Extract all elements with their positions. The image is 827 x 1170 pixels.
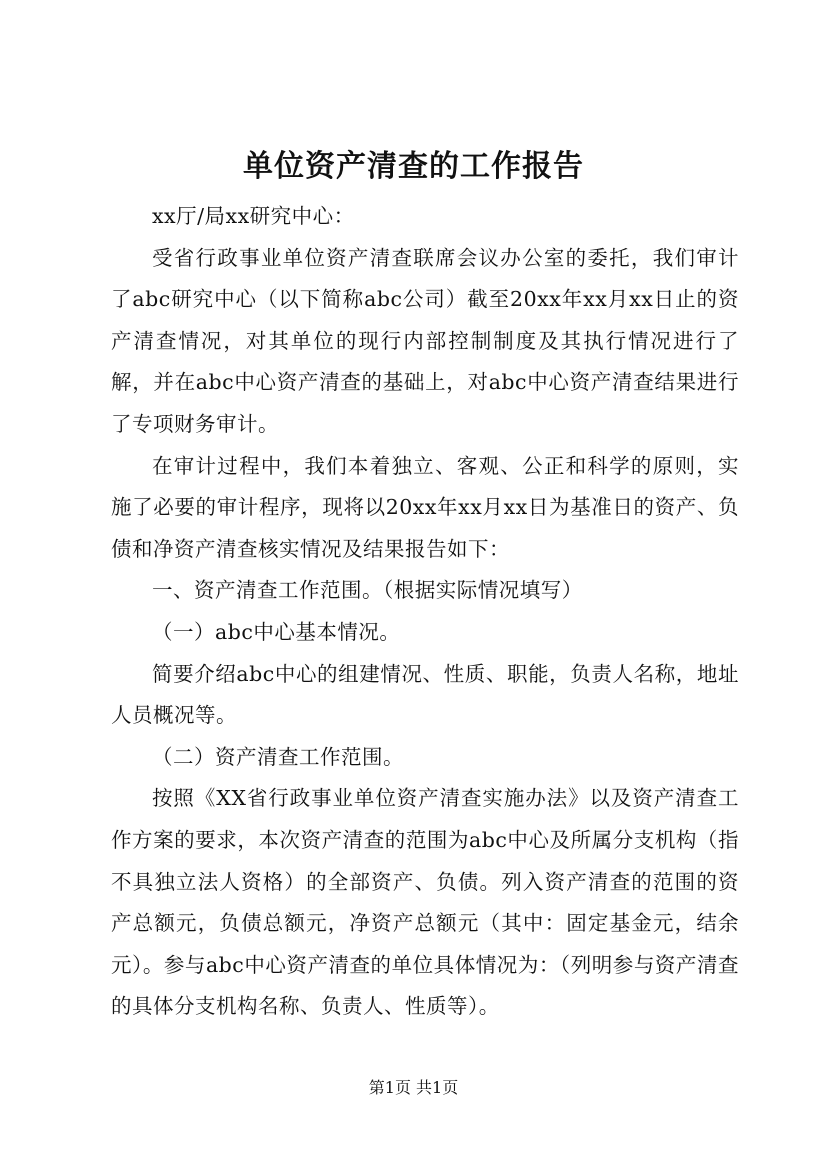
audit-process-paragraph: 在审计过程中，我们本着独立、客观、公正和科学的原则，实施了必要的审计程序，现将以20xx年xx月xx日为基准日的资产、负债和净资产清查核实情况及结果报告如下： [111, 453, 739, 561]
document-title: 单位资产清查的工作报告 [243, 149, 584, 184]
subsection-heading-basic-info: （一）abc中心基本情况。 [152, 619, 401, 644]
basic-info-paragraph: 简要介绍abc中心的组建情况、性质、职能，负责人名称，地址人员概况等。 [111, 661, 739, 728]
subsection-heading-scope: （二）资产清查工作范围。 [152, 744, 404, 769]
section-heading-scope: 一、资产清查工作范围。（根据实际情况填写） [152, 578, 583, 603]
page-footer: 第1页 共1页 [368, 1078, 459, 1097]
salutation-paragraph: xx厅/局xx研究中心： [152, 204, 355, 228]
document-body [111, 196, 739, 1028]
scope-paragraph: 按照《XX省行政事业单位资产清查实施办法》以及资产清查工作方案的要求，本次资产清查的范围为abc中心及所属分支机构（指不具独立法人资格）的全部资产、负债。列入资产清查的范围的资产总额元，负债总额元，净资产总额元（其中：固定基金元，结余元）。参与abc中心资产清查的单位具体情况为：（列明参与资产清查的具体分支机构名称、负责人、性质等）。 [111, 786, 739, 1019]
intro-paragraph: 受省行政事业单位资产清查联席会议办公室的委托，我们审计了abc研究中心（以下简称abc公司）截至20xx年xx月xx日止的资产清查情况，对其单位的现行内部控制制度及其执行情况进行了解，并在abc中心资产清查的基础上，对abc中心资产清查结果进行了专项财务审计。 [111, 245, 739, 436]
